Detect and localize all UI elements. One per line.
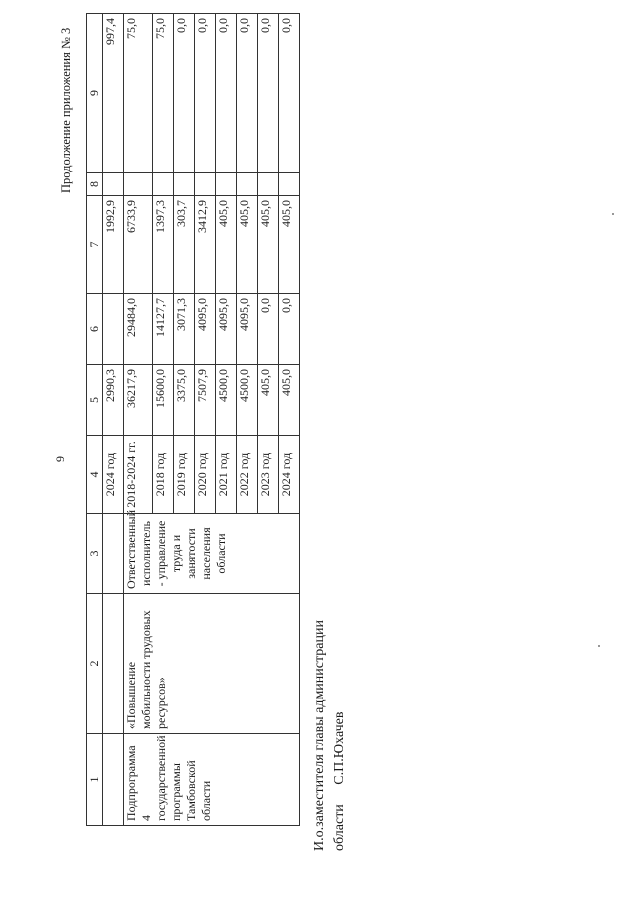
value-cell: 0,0 (216, 14, 237, 173)
value-cell (237, 173, 258, 196)
value-cell: 0,0 (258, 294, 279, 365)
col-num: 9 (87, 14, 103, 173)
value-cell: 405,0 (237, 196, 258, 294)
value-cell (195, 173, 216, 196)
period-cell: 2022 год (237, 436, 258, 514)
value-cell: 405,0 (279, 365, 300, 436)
value-cell (103, 173, 124, 196)
subprogram-title-cell: «Повышение мобильности трудовых ресурсов» (124, 594, 300, 734)
col-num: 2 (87, 594, 103, 734)
signature-name: С.П.Юхачев (332, 711, 347, 785)
value-cell: 0,0 (237, 14, 258, 173)
value-cell: 3375,0 (174, 365, 195, 436)
value-cell: 4095,0 (216, 294, 237, 365)
budget-table (86, 13, 300, 826)
value-cell (279, 173, 300, 196)
period-cell: 2023 год (258, 436, 279, 514)
value-cell: 303,7 (174, 196, 195, 294)
period-cell: 2018 год (153, 436, 174, 514)
value-cell: 0,0 (279, 14, 300, 173)
col-num: 8 (87, 173, 103, 196)
value-cell (174, 173, 195, 196)
value-cell: 15600,0 (153, 365, 174, 436)
table-row (124, 14, 153, 826)
period-cell: 2024 год (103, 436, 124, 514)
value-cell (153, 173, 174, 196)
value-cell: 75,0 (153, 14, 174, 173)
signature-line (332, 712, 348, 851)
value-cell: 405,0 (258, 365, 279, 436)
value-cell (216, 173, 237, 196)
value-cell: 997,4 (103, 14, 124, 173)
value-cell: 405,0 (216, 196, 237, 294)
scan-speck (598, 645, 600, 647)
table-row (103, 14, 124, 826)
value-cell: 36217,9 (124, 365, 153, 436)
period-cell: 2021 год (216, 436, 237, 514)
signature-region: области (332, 804, 347, 851)
continuation-label: Продолжение приложения № 3 (59, 27, 73, 193)
value-cell: 6733,9 (124, 196, 153, 294)
signature-title: И.о.заместителя главы администрации (312, 620, 327, 851)
value-cell: 14127,7 (153, 294, 174, 365)
value-cell: 75,0 (124, 14, 153, 173)
col-num: 1 (87, 734, 103, 826)
value-cell: 0,0 (258, 14, 279, 173)
value-cell: 405,0 (279, 196, 300, 294)
value-cell: 405,0 (258, 196, 279, 294)
value-cell (124, 173, 153, 196)
value-cell: 4500,0 (237, 365, 258, 436)
value-cell (258, 173, 279, 196)
value-cell: 1992,9 (103, 196, 124, 294)
value-cell (103, 294, 124, 365)
value-cell: 0,0 (279, 294, 300, 365)
program-name-cell: Подпрограмма 4 государственной программы Тамбовской области (124, 734, 300, 826)
col-num: 3 (87, 514, 103, 594)
value-cell: 2990,3 (103, 365, 124, 436)
column-number-row (87, 14, 103, 826)
value-cell: 4095,0 (237, 294, 258, 365)
scan-speck (612, 213, 614, 215)
period-cell: 2020 год (195, 436, 216, 514)
value-cell: 4095,0 (195, 294, 216, 365)
executor-cell: Ответственный исполнитель - управление труда и занятости населения области (124, 514, 300, 594)
col-num: 5 (87, 365, 103, 436)
value-cell: 3071,3 (174, 294, 195, 365)
value-cell: 1397,3 (153, 196, 174, 294)
period-cell: 2019 год (174, 436, 195, 514)
col-num: 7 (87, 196, 103, 294)
col-num: 6 (87, 294, 103, 365)
value-cell: 29484,0 (124, 294, 153, 365)
value-cell: 4500,0 (216, 365, 237, 436)
value-cell: 0,0 (174, 14, 195, 173)
value-cell: 3412,9 (195, 196, 216, 294)
period-cell: 2024 год (279, 436, 300, 514)
value-cell: 0,0 (195, 14, 216, 173)
value-cell: 7507,9 (195, 365, 216, 436)
period-cell: 2018-2024 гг. (124, 436, 153, 514)
page-number: 9 (53, 456, 67, 462)
col-num: 4 (87, 436, 103, 514)
